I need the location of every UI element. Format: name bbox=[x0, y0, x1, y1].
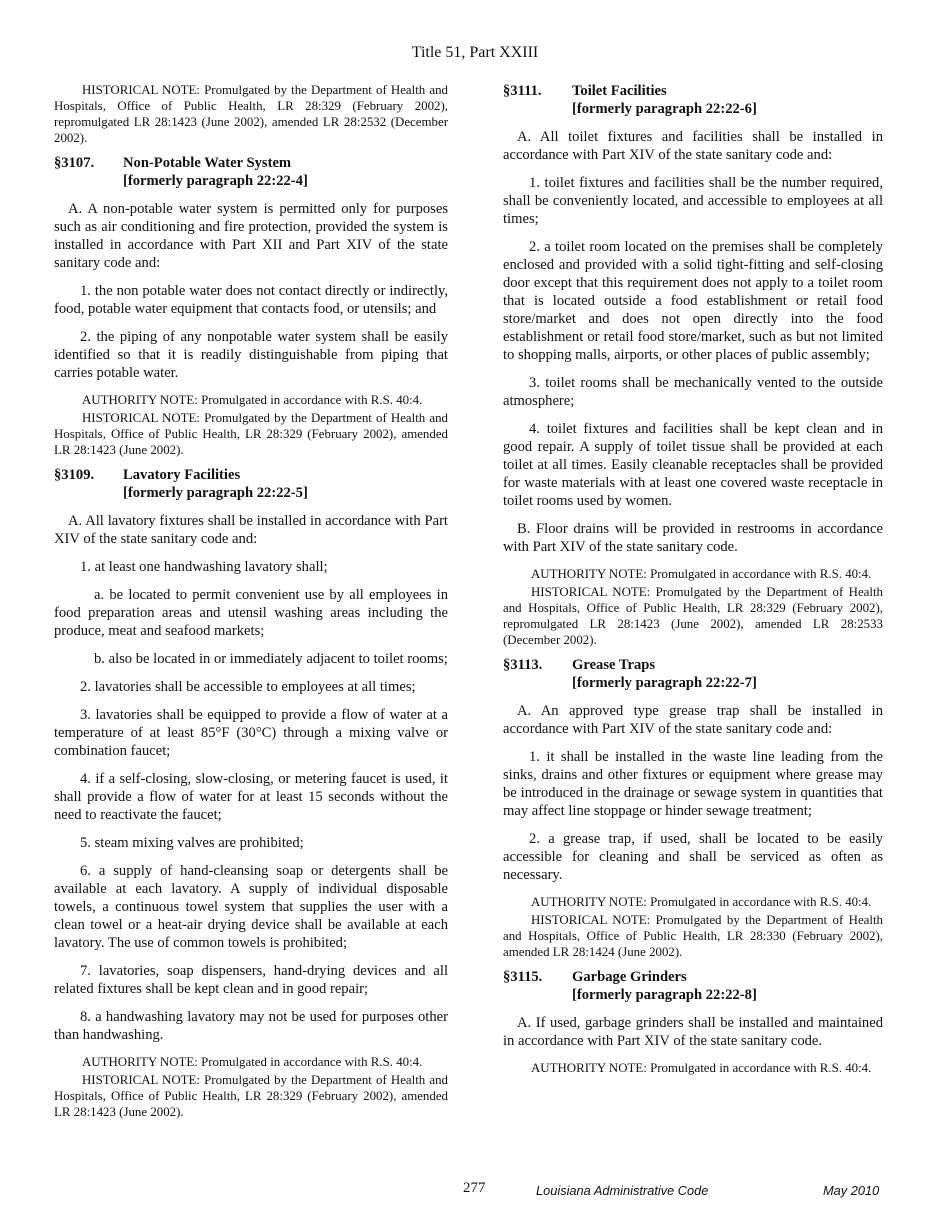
paragraph: 4. toilet fixtures and facilities shall be kept clean and in good repair. A supply of toilet tissue shall be provided at each toilet at all times. Easily cleanable receptacles shall be provided for waste materials with at least one covered waste receptacle in toilet rooms used by women. bbox=[503, 421, 883, 509]
source-note: HISTORICAL NOTE: Promulgated by the Department of Health and Hospitals, Office of Public Health, LR 28:329 (February 2002), repromulgated LR 28:1423 (June 2002), amended LR 28:2533 (December 2002). bbox=[503, 585, 883, 647]
section-title: Lavatory Facilities bbox=[123, 467, 241, 483]
paragraph: 2. lavatories shall be accessible to employees at all times; bbox=[80, 679, 416, 695]
paragraph: 8. a handwashing lavatory may not be used for purposes other than handwashing. bbox=[54, 1009, 448, 1043]
section-heading bbox=[54, 154, 448, 190]
source-note: AUTHORITY NOTE: Promulgated in accordance with R.S. 40:4. bbox=[531, 567, 872, 581]
paragraph: 3. toilet rooms shall be mechanically vented to the outside atmosphere; bbox=[503, 375, 883, 409]
publication-name: Louisiana Administrative Code bbox=[536, 1183, 709, 1198]
paragraph: 6. a supply of hand-cleansing soap or detergents shall be available at each lavatory. A supply of individual disposable towels, a continuous towel system that supplies the user with a clean towel or a heat-air drying device shall be available at each lavatory. The use of common towels is prohibited; bbox=[54, 863, 448, 951]
section-title: Toilet Facilities bbox=[572, 83, 667, 99]
paragraph: B. Floor drains will be provided in restrooms in accordance with Part XIV of the state sanitary code. bbox=[503, 521, 883, 555]
source-note: AUTHORITY NOTE: Promulgated in accordance with R.S. 40:4. bbox=[82, 1055, 423, 1069]
paragraph: 2. a grease trap, if used, shall be located to be easily accessible for cleaning and shall be serviced as often as necessary. bbox=[503, 831, 883, 883]
source-note: HISTORICAL NOTE: Promulgated by the Department of Health and Hospitals, Office of Public Health, LR 28:329 (February 2002), repromulgated LR 28:1423 (June 2002), amended LR 28:2532 (December 2002). bbox=[54, 83, 448, 145]
paragraph: A. An approved type grease trap shall be installed in accordance with Part XIV of the state sanitary code and: bbox=[503, 703, 883, 737]
paragraph: A. If used, garbage grinders shall be installed and maintained in accordance with Part XIV of the state sanitary code. bbox=[503, 1015, 883, 1049]
page-footer bbox=[0, 1180, 950, 1202]
section-heading bbox=[503, 968, 883, 1004]
section-subtitle: [formerly paragraph 22:22-5] bbox=[123, 485, 308, 501]
section-number: §3113. bbox=[503, 657, 543, 673]
section-subtitle: [formerly paragraph 22:22-7] bbox=[572, 675, 757, 691]
section-number: §3115. bbox=[503, 969, 543, 985]
section-heading bbox=[54, 466, 448, 502]
source-note: AUTHORITY NOTE: Promulgated in accordance with R.S. 40:4. bbox=[531, 895, 872, 909]
section-number: §3111. bbox=[503, 83, 542, 99]
publication-date: May 2010 bbox=[823, 1183, 880, 1198]
paragraph: 2. a toilet room located on the premises shall be completely enclosed and provided with a solid tight-fitting and self-closing door except that this requirement does not apply to a toilet room that is located outside a food establishment or retail food store/market and does not open directly into the food establishment or retail food store/market, such as but not limited to shopping malls, airports, or other places of public assembly; bbox=[503, 239, 883, 363]
paragraph: 1. it shall be installed in the waste line leading from the sinks, drains and other fixtures or equipment where grease may be introduced in the drainage or sewage system in quantities that may affect line stoppage or hinder sewage treatment; bbox=[503, 749, 883, 819]
right-column bbox=[503, 82, 883, 1078]
source-note: HISTORICAL NOTE: Promulgated by the Department of Health and Hospitals, Office of Public Health, LR 28:329 (February 2002), amended LR 28:1423 (June 2002). bbox=[54, 1073, 448, 1119]
paragraph: a. be located to permit convenient use by all employees in food preparation areas and utensil washing areas including the produce, meat and seafood markets; bbox=[54, 587, 448, 639]
section-title: Grease Traps bbox=[572, 657, 656, 673]
paragraph: 1. at least one handwashing lavatory shall; bbox=[80, 559, 328, 575]
page-number: 277 bbox=[463, 1180, 486, 1196]
paragraph: 2. the piping of any nonpotable water system shall be easily identified so that it is readily distinguishable from piping that carries potable water. bbox=[54, 329, 448, 381]
paragraph: 7. lavatories, soap dispensers, hand-drying devices and all related fixtures shall be kept clean and in good repair; bbox=[54, 963, 448, 997]
section-heading bbox=[503, 656, 883, 692]
section-number: §3107. bbox=[54, 155, 95, 171]
source-note: AUTHORITY NOTE: Promulgated in accordance with R.S. 40:4. bbox=[82, 393, 423, 407]
paragraph: A. All toilet fixtures and facilities shall be installed in accordance with Part XIV of the state sanitary code and: bbox=[503, 129, 883, 163]
paragraph: 4. if a self-closing, slow-closing, or metering faucet is used, it shall provide a flow of water for at least 15 seconds without the need to reactivate the faucet; bbox=[54, 771, 448, 823]
section-subtitle: [formerly paragraph 22:22-8] bbox=[572, 987, 757, 1003]
section-title: Non-Potable Water System bbox=[123, 155, 292, 171]
left-column bbox=[54, 82, 448, 1128]
section-title: Garbage Grinders bbox=[572, 969, 687, 985]
page-header: Title 51, Part XXIII bbox=[411, 44, 539, 61]
source-note: HISTORICAL NOTE: Promulgated by the Department of Health and Hospitals, Office of Public Health, LR 28:329 (February 2002), amended LR 28:1423 (June 2002). bbox=[54, 411, 448, 457]
section-subtitle: [formerly paragraph 22:22-4] bbox=[123, 173, 308, 189]
section-subtitle: [formerly paragraph 22:22-6] bbox=[572, 101, 757, 117]
source-note: AUTHORITY NOTE: Promulgated in accordance with R.S. 40:4. bbox=[531, 1061, 872, 1075]
paragraph: 5. steam mixing valves are prohibited; bbox=[80, 835, 304, 851]
paragraph: b. also be located in or immediately adjacent to toilet rooms; bbox=[94, 651, 448, 667]
paragraph: 1. the non potable water does not contact directly or indirectly, food, potable water equipment that contacts food, or utensils; and bbox=[54, 283, 448, 317]
paragraph: A. All lavatory fixtures shall be installed in accordance with Part XIV of the state sanitary code and: bbox=[54, 513, 448, 547]
paragraph: 1. toilet fixtures and facilities shall be the number required, shall be conveniently located, and accessible to employees at all times; bbox=[503, 175, 883, 227]
source-note: HISTORICAL NOTE: Promulgated by the Department of Health and Hospitals, Office of Public Health, LR 28:330 (February 2002), amended LR 28:1424 (June 2002). bbox=[503, 913, 883, 959]
section-number: §3109. bbox=[54, 467, 95, 483]
paragraph: 3. lavatories shall be equipped to provide a flow of water at a temperature of at least 85°F (30°C) through a mixing valve or combination faucet; bbox=[54, 707, 448, 759]
section-heading bbox=[503, 82, 883, 118]
paragraph: A. A non-potable water system is permitted only for purposes such as air conditioning and fire protection, provided the system is installed in accordance with Part XII and Part XIV of the state sanitary code and: bbox=[54, 201, 448, 271]
